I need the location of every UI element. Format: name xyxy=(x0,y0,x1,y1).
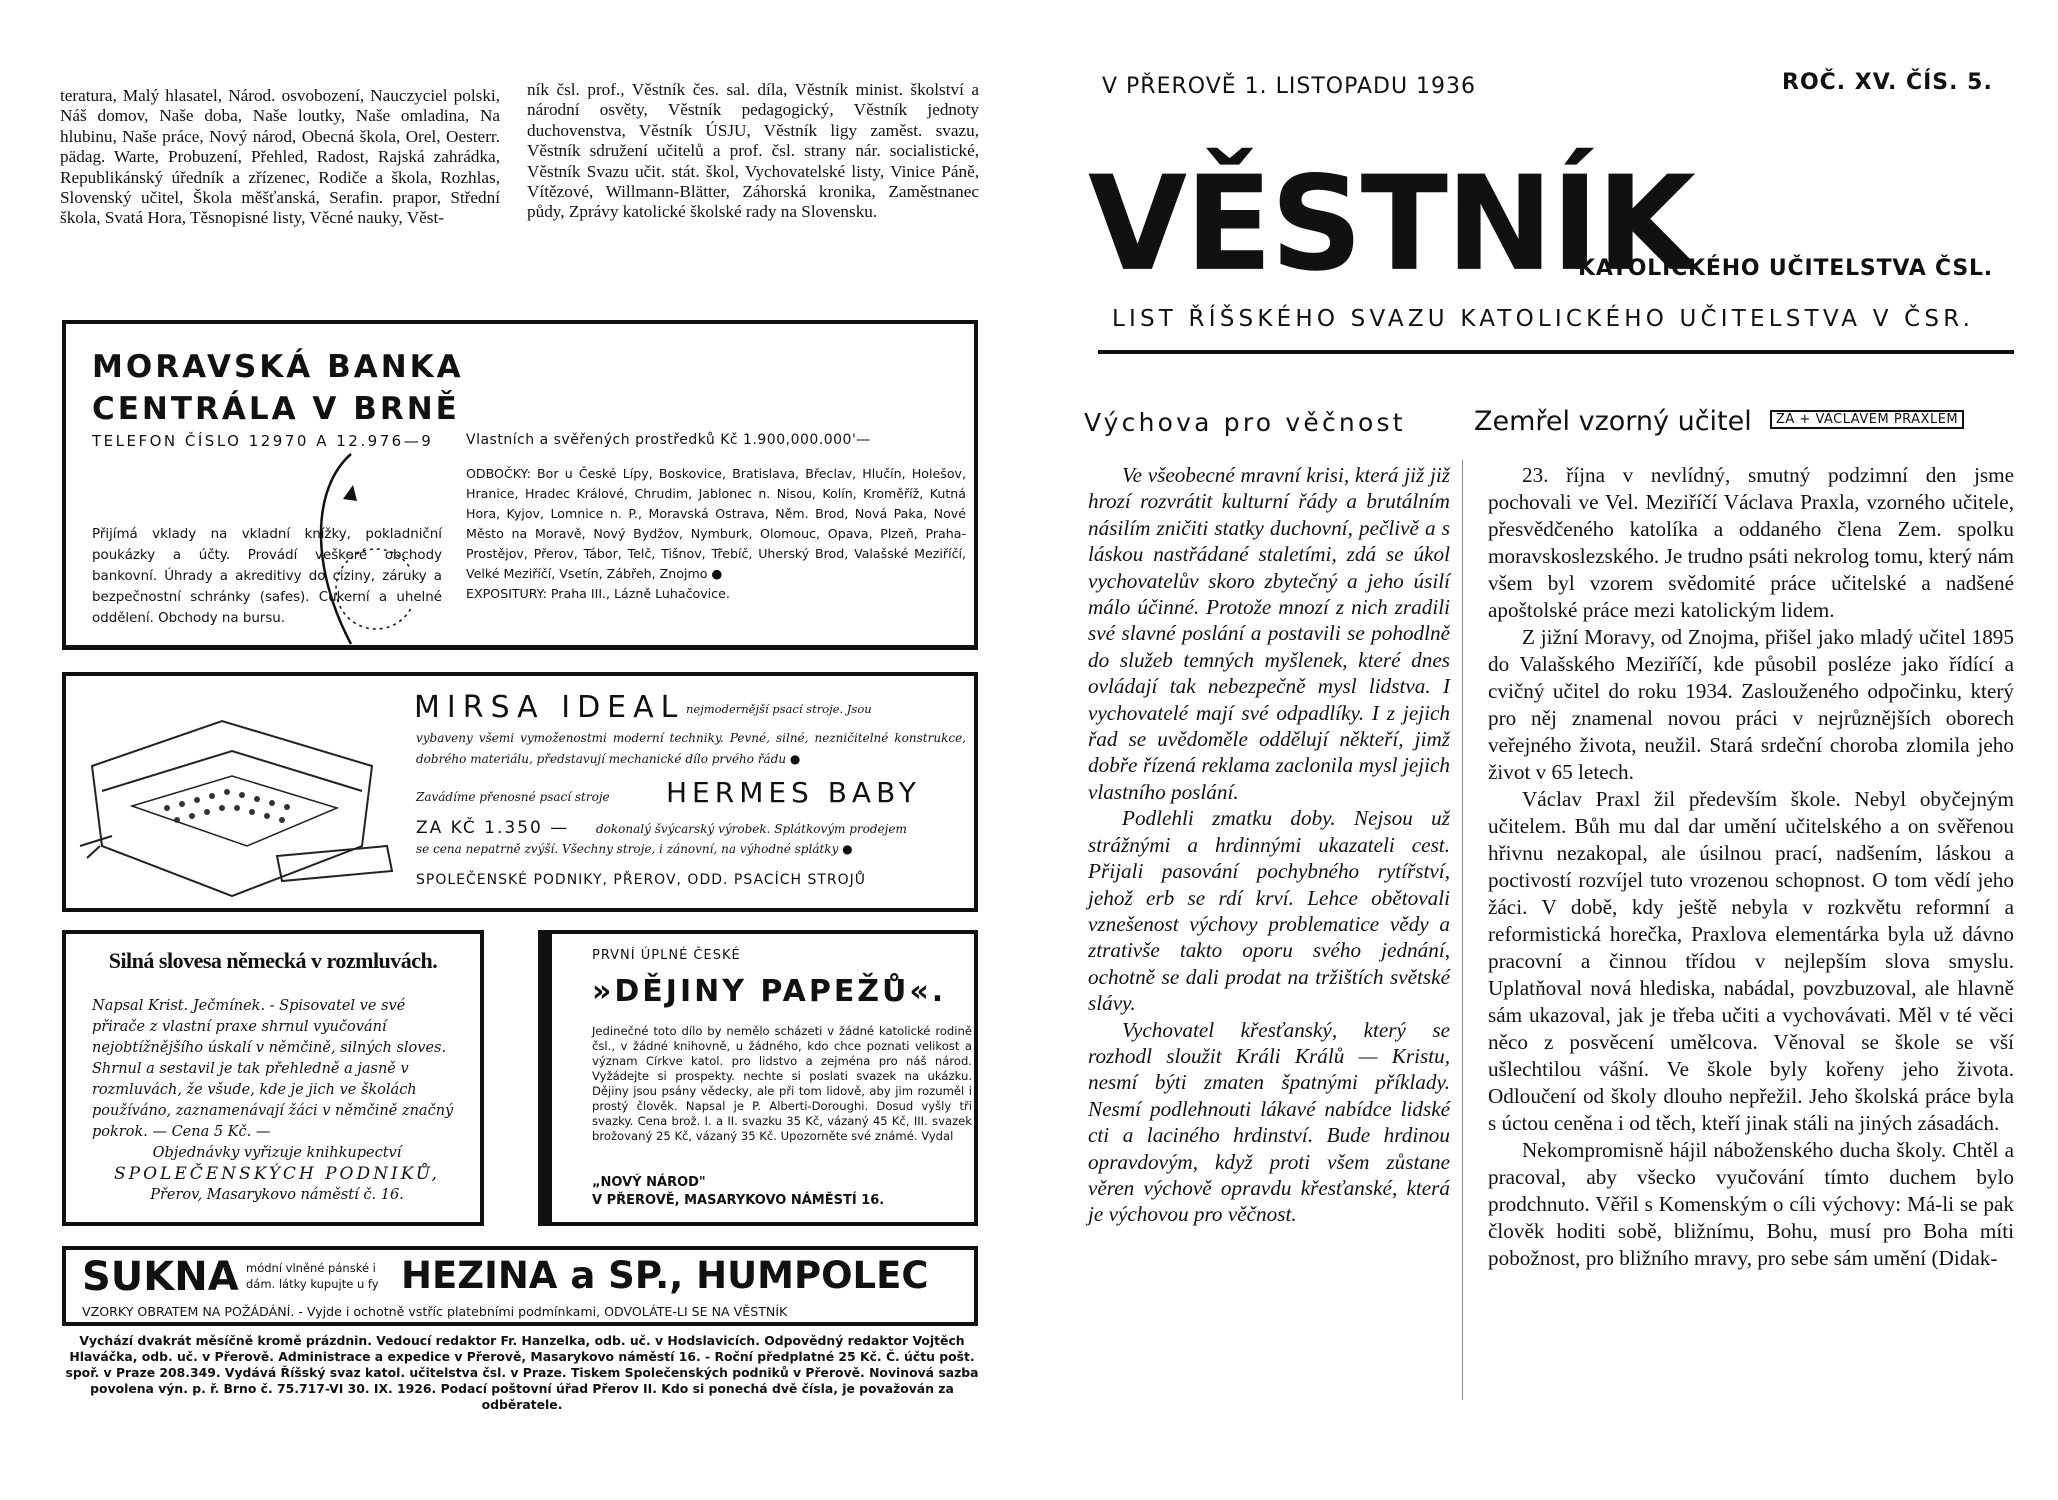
mirsa-title: MIRSA IDEAL xyxy=(414,690,685,725)
ad-dejiny-papezu xyxy=(538,930,978,1226)
article2-badge: ZA + VÁCLAVEM PRAXLEM xyxy=(1770,410,1964,429)
hermes-price-note: dokonalý švýcarský výrobek. Splátkovým prodejem xyxy=(596,822,907,836)
article1-paragraph: Vychovatel křesťanský, který se rozhodl sloužit Králi Králů — Kristu, nesmí býti zmaten špatnými příklady. Nesmí podlehnouti lákavé nabídce lidské cti a laciného hrdinství. Bude hrdinou opravdovým, když proti všem zůstane věren výchově opravdu křesťanské, která je výchovou pro věčnost. xyxy=(1088,1017,1450,1227)
top-column-left: teratura, Malý hlasatel, Národ. osvobození, Nauczyciel polski, Náš domov, Naše doba, Naše loutky, Naše omladina, Na hlubinu, Naše práce, Nový národ, Obecná škola, Orel, Oesterr. pädag. Warte, Probuzení, Přehled, Radost, Rajská zahrádka, Republikánský úředník a zřízenec, Rodiče a škola, Rozhlas, Slovenský učitel, Škola měšťanská, Serafin. prapor, Střední škola, Svatá Hora, Těsnopisné listy, Věcné nauky, Věst- xyxy=(60,86,500,228)
sukna-word: SUKNA xyxy=(82,1254,239,1300)
mirsa-subtitle: nejmodernější psací stroje. Jsou xyxy=(686,702,872,716)
sukna-middle-text xyxy=(246,1260,379,1292)
bank-branches-list: Bor u České Lípy, Boskovice, Bratislava, Břeclav, Hlučín, Holešov, Hranice, Hradec Králové, Chrudim, Jablonec n. Nisou, Kolín, Kroměříž, Kutná Hora, Kyjov, Lomnice n. P., Moravská Ostrava, Něm. Brod, Nová Paka, Nové Město na Moravě, Nový Bydžov, Nymburk, Olomouc, Opava, Plzeň, Praha-Prostějov, Přerov, Tábor, Telč, Tišnov, Třebíč, Uherský Brod, Valašské Meziříčí, Velké Meziříčí, Vsetín, Zábřeh, Znojmo ● xyxy=(466,466,966,581)
article1-paragraph: Podlehli zmatku doby. Nejsou už strážnými a hrdinnými ukazateli cest. Přijali pasování pochybného rytířství, jehož erb se rdí krví. Lehce obětovali vznešenost výchovy problematice vědy a ztrativše takto oporu svého jednání, ochotně se dali prodat na tržištích světské slávy. xyxy=(1088,806,1450,1016)
article2-paragraph: Z jižní Moravy, od Znojma, přišel jako mladý učitel 1895 do Valašského Meziříčí, kde působil posléze jako řídící a cvičný učitel do roku 1934. Zaslouženého odpočinku, který pro něj znamenal novou práci v nejrůznějších oborech veřejného života, neužil. Stará srdeční choroba zlomila jeho život v 65 letech. xyxy=(1488,625,2014,784)
sukna-footer: VZORKY OBRATEM NA POŽÁDÁNÍ. - Vyjde i ochotně vstříc platebními podmínkami, ODVOLÁTE-LI SE NA VĚSTNÍK xyxy=(82,1304,788,1319)
masthead-tail: KATOLICKÉHO UČITELSTVA ČSL. xyxy=(1578,256,1993,281)
papez-title: »DĚJINY PAPEŽŮ«. xyxy=(592,974,947,1009)
mirsa-description: vybaveny všemi vymoženostmi moderní techniky. Pevné, silné, nezničitelné konstrukce, dobrého materiálu, představují mechanické dílo prvého řádu ● xyxy=(416,731,966,766)
hermes-baby-title: HERMES BABY xyxy=(666,776,921,809)
issue-number: ROČ. XV. ČÍS. 5. xyxy=(1782,70,1993,95)
bank-branches xyxy=(466,464,966,604)
masthead-subtitle: LIST ŘÍŠSKÉHO SVAZU KATOLICKÉHO UČITELSTVA V ČSR. xyxy=(1112,306,1975,332)
bank-title xyxy=(92,346,464,430)
papez-body: Jedinečné toto dílo by nemělo scházeti v žádné katolické rodině čsl., v žádné knihovně, u žádného, kdo chce poznati velikost a význam Církve katol. pro lidstvo a zejména pro náš národ. Vyžádejte si prospekty. nechte si poslati svazek na ukázku. Dějiny jsou psány vědecky, ale při tom lidově, aby jim rozuměl i prostý člověk. Napsal je P. Alberti-Doroughi. Dosud vyšly tři svazky. Cena brož. I. a II. svazku 35 Kč, vázaný 45 Kč, III. svazek brožovaný 25 Kč, vázaný 35 Kč. Upozorněte své známé. Vydal xyxy=(592,1024,972,1143)
masthead-title: VĚSTNÍK xyxy=(1088,148,1694,301)
typewriter-illustration-icon xyxy=(72,696,402,906)
hermes-price-note2: se cena nepatrně zvýší. Všechny stroje, i zánovní, na výhodné splátky ● xyxy=(416,842,853,856)
bank-title-line2: CENTRÁLA V BRNĚ xyxy=(92,391,460,427)
article2-paragraph: Václav Praxl žil především škole. Nebyl obyčejným učitelem. Bůh mu dal dar umění učitelského a on svěřenou hřivnu nezakopal, ale úsilnou prací, nadšením, láskou a poctivostí rozvíjel tuto vrozenou schopnost. O tom vědí jeho žáci. V době, kdy ještě nebyla v rozkvětu reformní a reformistická horečka, Praxlova elementárka byla už dávno pracovní a činnou třídou v nejlepším slova smyslu. Uplatňoval nová hlediska, nabádal, povzbuzoval, ale hlavně sám ukazoval, jak je třeba učiti a vychovávati. Měl v té věci něco z posvěcení umělcova. Věnoval se škole se vší ušlechtilou vášní. Ve škole byly kořeny jeho života. Odloučení od školy dlouho nepřežil. Jeho školská práce byla s úctou ceněna i od těch, kteří jinak stáli na jiných zásadách. xyxy=(1488,787,2014,1135)
hezina-company: HEZINA a SP., HUMPOLEC xyxy=(401,1254,929,1297)
article1-title: Výchova pro věčnost xyxy=(1084,408,1406,437)
article2-paragraph: 23. října v nevlídný, smutný podzimní den jsme pochovali ve Vel. Meziříčí Václava Praxla, vzorného učitele, přesvědčeného katolíka a oddaného člena Zem. spolku moravskoslezského. Je trudno psáti nekrolog tomu, který nám všem byl vzorem svědomité práce učitelské a nadšené apoštolské práce mezi katolickým lidem. xyxy=(1488,463,2014,622)
article2-body xyxy=(1488,462,2014,1272)
sukna-mid-line2: dám. látky kupujte u fy xyxy=(246,1277,379,1291)
bank-expositury: EXPOSITURY: Praha III., Lázně Luhačovice. xyxy=(466,586,730,601)
hermes-price: ZA KČ 1.350 — xyxy=(416,818,570,838)
slovesa-order: Objednávky vyřizuje knihkupectví xyxy=(152,1145,402,1161)
papez-publisher xyxy=(592,1174,884,1210)
papez-publisher-name: „NOVÝ NÁROD" xyxy=(592,1175,706,1190)
bank-capital: Vlastních a svěřených prostředků Kč 1.900,000.000'— xyxy=(466,432,871,448)
article2-title: Zemřel vzorný učitel xyxy=(1474,406,1752,437)
bank-services-text: Přijímá vklady na vkladní knížky, pokladniční poukázky a účty. Provádí veškeré obchody bankovní. Úhrady a akreditivy do ciziny, záruky a bezpečnostní schránky (safes). Cukerní a uhelné oddělení. Obchody na bursu. xyxy=(92,527,442,626)
ad-mirsa-ideal xyxy=(62,672,978,912)
masthead-rule xyxy=(1098,350,2014,354)
papez-pretitle: PRVNÍ ÚPLNÉ ČESKÉ xyxy=(592,948,741,963)
papez-publisher-address: V PŘEROVĚ, MASARYKOVO NÁMĚSTÍ 16. xyxy=(592,1193,885,1208)
slovesa-title: Silná slovesa německá v rozmluvách. xyxy=(108,948,438,973)
column-divider xyxy=(1462,460,1463,1400)
bank-branches-label: ODBOČKY: xyxy=(466,466,531,481)
top-column-right: ník čsl. prof., Věstník čes. sal. díla, Věstník minist. školství a národní osvěty, Věstník pedagogický, Věstník jednoty duchovenstva, Věstník ÚSJU, Věstník ligy zaměst. svazu, Věstník sdružení učitelů a prof. čsl. strany nár. socialistické, Věstník Svazu učit. stát. škol, Vychovatelské listy, Vinice Páně, Vítězové, Willmann-Blätter, Záhorská kronika, Zaměstnanec půdy, Zprávy katolické školské rady na Slovensku. xyxy=(527,80,979,222)
article1-paragraph: Ve všeobecné mravní krisi, která již již hrozí rozvrátit kulturní řády a brutálním násilím zničiti statky duchovní, pečlivě a s láskou nastřádané staletími, zdá se úkol vychovatelův skoro zbytečný a jeho úsilí málo účinné. Protože mnozí z nich zradili své slavné poslání a postavili se pohodlně do služeb temných myšlenek, které dnes ovládají tak nebezpečně mysl lidstva. I vychovatelé mají své odpadlíky. I z jejich řad se uvědoměle oddělují někteří, jimž dobře řízená reklama zaclonila mysl jejich vlastního poslání. xyxy=(1088,463,1450,804)
slovesa-body xyxy=(92,996,462,1206)
ad-silna-slovesa xyxy=(62,930,484,1226)
ad-sukna-hezina xyxy=(62,1246,978,1326)
mirsa-company: SPOLEČENSKÉ PODNIKY, PŘEROV, ODD. PSACÍCH STROJŮ xyxy=(416,872,867,888)
slovesa-text: Napsal Krist. Ječmínek. - Spisovatel ve své přirače z vlastní praxe shrnul vyučování nejobtížnějšího úskalí v němčině, silných sloves. Shrnul a sestavil je tak přehledně a jasně v rozmluvách, že všude, kde je jich ve školách používáno, zaznamenávají žáci v němčině značný pokrok. — Cena 5 Kč. — xyxy=(92,998,454,1140)
issue-place-date: V PŘEROVĚ 1. LISTOPADU 1936 xyxy=(1102,74,1477,99)
article2-paragraph: Nekompromisně hájil náboženského ducha školy. Chtěl a pracoval, aby všecko vyučování tímto duchem bylo prodchnuto. Věřil s Komenským o cíli výchovy: Má-li se pak člověk hoditi sobě, bližnímu, Bohu, musí pro Boha míti pobožnost, pro bližního mravy, pro sebe sám umění (Didak- xyxy=(1488,1138,2014,1270)
slovesa-company: SPOLEČENSKÝCH PODNIKŮ, xyxy=(114,1164,440,1184)
article1-body xyxy=(1088,462,1450,1228)
bank-telephone: TELEFON ČÍSLO 12970 A 12.976—9 xyxy=(92,432,434,450)
slovesa-address: Přerov, Masarykovo náměstí č. 16. xyxy=(150,1187,404,1203)
mirsa-portable-intro: Zavádíme přenosné psací stroje xyxy=(416,790,610,804)
ad-moravska-banka xyxy=(62,320,978,650)
bank-title-line1: MORAVSKÁ BANKA xyxy=(92,349,464,385)
imprint: Vychází dvakrát měsíčně kromě prázdnin. Vedoucí redaktor Fr. Hanzelka, odb. uč. v Hodslavicích. Odpovědný redaktor Vojtěch Hlaváčka, odb. uč. v Přerově. Administrace a expedice v Přerově, Masarykovo náměstí 16. - Roční předplatné 25 Kč. Č. účtu pošt. spoř. v Praze 208.349. Vydává Říšský svaz katol. učitelstva čsl. v Praze. Tiskem Společenských podniků v Přerově. Novinová sazba povolena výn. p. ř. Brno č. 75.717-VI 30. IX. 1926. Podací poštovní úřad Přerov II. Kdo si ponechá dvě čísla, je považován za odběratele. xyxy=(65,1333,979,1412)
sukna-mid-line1: módní vlněné pánské i xyxy=(246,1261,376,1275)
